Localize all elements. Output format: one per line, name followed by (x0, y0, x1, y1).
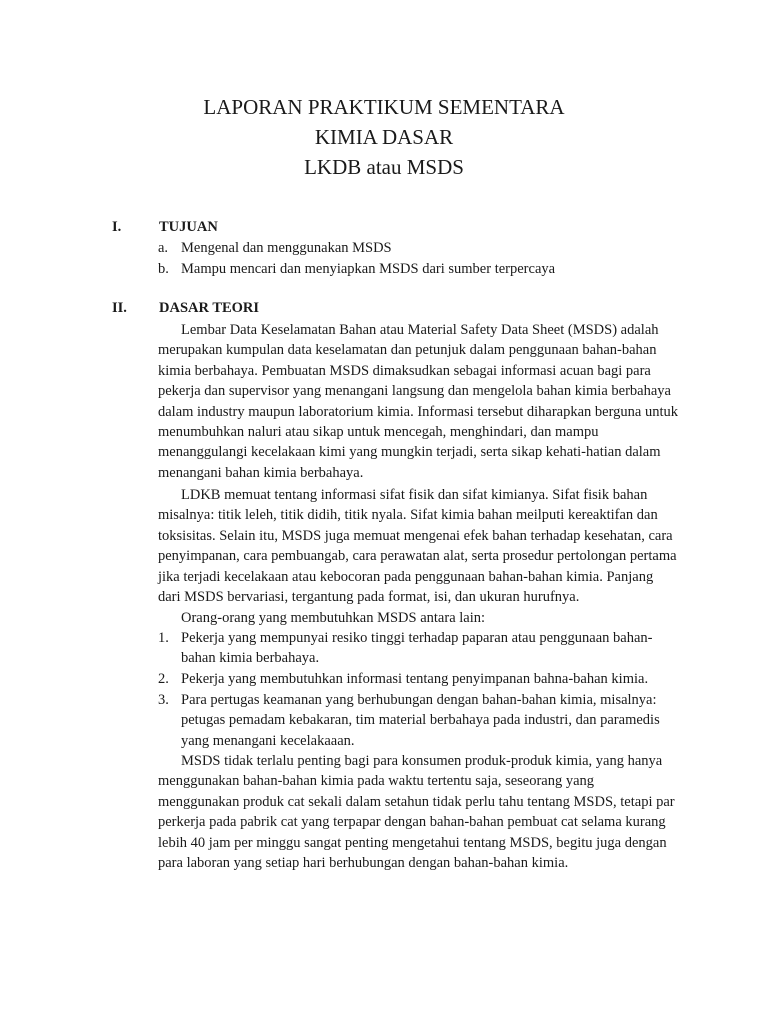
section-2-number: II. (112, 300, 127, 316)
section-1-item-b-text: Mampu mencari dan menyiapkan MSDS dari sumber terpercaya (181, 261, 556, 277)
title-line-1: LAPORAN PRAKTIKUM SEMENTARA (203, 95, 565, 119)
document-title (0, 92, 768, 182)
paragraph-msds-consumers: MSDS tidak terlalu penting bagi para konsumen produk-produk kimia, yang hanya menggunakan bahan-bahan kimia pada waktu tertentu saja, seseorang yang menggunakan produk cat sekali dalam setahun tidak perlu tahu tentang MSDS, tetapi par perkerja pada pabrik cat yang terpapar dengan bahan-bahan pembuat cat selama kurang lebih 40 jam per minggu sangat penting mengetahui tentang MSDS, begitu juga dengan para laboran yang setiap hari berhubungan dengan bahan-bahan kimia. (158, 753, 675, 872)
numbered-item-3-text: Para pertugas keamanan yang berhubungan dengan bahan-bahan kimia, misalnya: petugas pemadam kebakaran, tim material berbahaya pada industri, dan paramedis yang menangani kecelakaaan. (181, 692, 660, 749)
title-line-3: LKDB atau MSDS (304, 155, 464, 179)
paragraph-ldkb-content: LDKB memuat tentang informasi sifat fisik dan sifat kimianya. Sifat fisik bahan misalnya: titik leleh, titik didih, titik nyala. Sifat kimia bahan meilputi kereaktifan dan toksisitas. Selain itu, MSDS juga memuat mengenai efek bahan terhadap kesehatan, cara penyimpanan, cara pembuangab, cara perawatan alat, serta prosedur pertolongan pertama jika terjadi kecelakaan atau kebocoran pada penggunaan bahan-bahan kimia. Panjang dari MSDS bervariasi, tergantung pada format, isi, dan ukuran hurufnya. (158, 487, 677, 606)
numbered-item-3-marker: 3. (158, 692, 169, 708)
title-line-2: KIMIA DASAR (314, 125, 454, 149)
paragraph-who-needs-msds: Orang-orang yang membutuhkan MSDS antara lain: (181, 610, 486, 626)
section-1-number: I. (112, 219, 122, 235)
section-2-heading: DASAR TEORI (159, 300, 260, 316)
numbered-item-1-text: Pekerja yang mempunyai resiko tinggi terhadap paparan atau penggunaan bahan-bahan kimia berbahaya. (181, 630, 653, 667)
numbered-item-1-marker: 1. (158, 630, 169, 646)
section-1-item-a-text: Mengenal dan menggunakan MSDS (181, 240, 392, 256)
section-1-item-a-marker: a. (158, 240, 169, 256)
numbered-item-2-text: Pekerja yang membutuhkan informasi tentang penyimpanan bahna-bahan kimia. (181, 671, 649, 687)
section-1-heading: TUJUAN (159, 219, 218, 235)
section-1-item-b-marker: b. (158, 261, 169, 277)
numbered-item-2-marker: 2. (158, 671, 169, 687)
paragraph-msds-definition: Lembar Data Keselamatan Bahan atau Material Safety Data Sheet (MSDS) adalah merupakan kumpulan data keselamatan dan petunjuk dalam penggunaan bahan-bahan kimia berbahaya. Pembuatan MSDS dimaksudkan sebagai informasi acuan bagi para pekerja dan supervisor yang menangani langsung dan mengelola bahan kimia berbahaya dalam industry maupun laboratorium kimia. Informasi tersebut diharapkan berguna untuk menumbuhkan naluri atau sikap untuk mencegah, menghindari, dan mampu menanggulangi kecelakaan kimi yang mungkin terjadi, serta sikap kehati-hatian dalam menangani bahan kimia berbahaya. (158, 322, 678, 481)
